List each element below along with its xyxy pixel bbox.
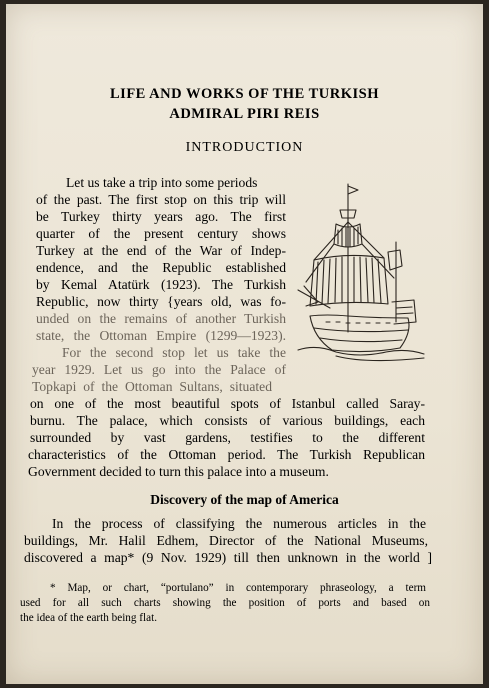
footnote-line: * Map, or chart, “portulano” in contemporary phraseology, a term: [50, 582, 426, 594]
body-line: quarter of the present century shows: [36, 226, 286, 241]
subheading: Discovery of the map of America: [150, 492, 339, 507]
footnote-line: the idea of the earth being flat.: [20, 612, 157, 624]
discovery-line: discovered a map* (9 Nov. 1929) till then unknown in the world ]: [24, 550, 432, 565]
body-line: burnu. The palace, which consists of various buildings, each: [30, 413, 425, 428]
section-heading: INTRODUCTION: [185, 140, 304, 155]
body-line: of the past. The first stop on this trip will: [36, 192, 286, 207]
body-line: be Turkey thirty years ago. The first: [36, 209, 286, 224]
body-line: surrounded by vast gardens, testifies to the different: [30, 430, 425, 445]
page-title-line-2: ADMIRAL PIRI REIS: [169, 106, 320, 122]
body-line: by Kemal Atatürk (1923). The Turkish: [36, 277, 286, 292]
page-title-line-1: LIFE AND WORKS OF THE TURKISH: [110, 86, 379, 102]
body-line: endence, and the Republic established: [36, 260, 286, 275]
discovery-line: buildings, Mr. Halil Edhem, Director of the National Museums,: [24, 533, 428, 548]
body-line: Topkapi of the Ottoman Sultans, situated: [32, 379, 272, 394]
body-line: Turkey at the end of the War of Indep-: [36, 243, 286, 258]
body-line: Republic, now thirty {years old, was fo-: [36, 294, 286, 309]
body-line: state, the Ottoman Empire (1299—1923).: [36, 328, 286, 343]
body-line: Government decided to turn this palace into a museum.: [28, 464, 329, 479]
body-line: For the second stop let us take the: [62, 345, 286, 360]
body-line: on one of the most beautiful spots of Istanbul called Saray-: [30, 396, 425, 411]
ship-illustration: [296, 182, 426, 372]
body-line: year 1929. Let us go into the Palace of: [32, 362, 286, 377]
discovery-line: In the process of classifying the numerous articles in the: [52, 516, 426, 531]
body-line: characteristics of the Ottoman period. The Turkish Republican: [28, 447, 425, 462]
footnote-line: used for all such charts showing the position of ports and based on: [20, 597, 430, 609]
body-line: Let us take a trip into some periods: [66, 175, 258, 190]
body-line: unded on the remains of another Turkish: [36, 311, 286, 326]
